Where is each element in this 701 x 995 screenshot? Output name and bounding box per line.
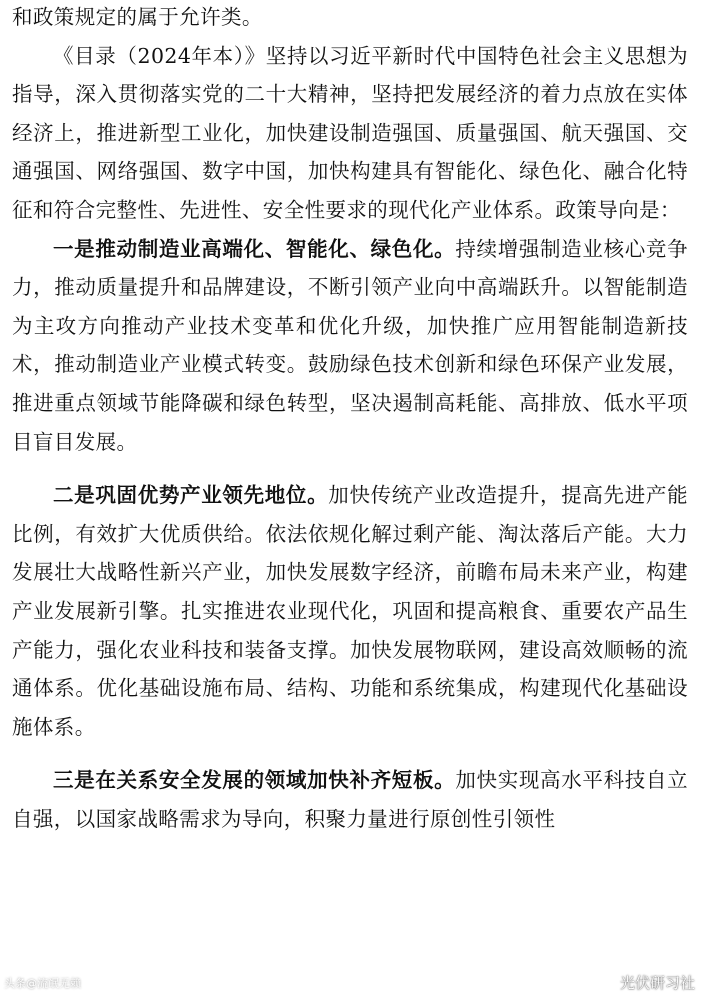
document-body [12, 0, 688, 838]
watermark-right [596, 972, 695, 993]
paragraph-intro [12, 37, 688, 230]
watermark-left [4, 975, 81, 991]
paragraph-continuation [12, 0, 688, 37]
paragraph-lead: 一是推动制造业高端化、智能化、绿色化。 [53, 236, 456, 261]
paragraph-text: 和政策规定的属于允许类。 [12, 5, 263, 29]
paragraph-text: 加快传统产业改造提升，提高先进产能比例，有效扩大优质供给。依法依规化解过剩产能、淘汰落后产能。大力发展壮大战略性新兴产业，加快发展数字经济，前瞻布局未来产业，构建产业发展新引擎。扎实推进农业现代化，巩固和提高粮食、重要农产品生产能力，强化农业科技和装备支撑。加快发展物联网，建设高效顺畅的流通体系。优化基础设施布局、结构、功能和系统集成，构建现代化基础设施体系。 [12, 483, 688, 739]
paragraph-lead: 三是在关系安全发展的领域加快补齐短板。 [53, 768, 456, 793]
paragraph-text: 《目录（2024年本）》坚持以习近平新时代中国特色社会主义思想为指导，深入贯彻落实党的二十大精神，坚持把发展经济的着力点放在实体经济上，推进新型工业化，加快建设制造强国、质量强国、航天强国、交通强国、网络强国、数字中国，加快构建具有智能化、绿色化、融合化特征和符合完整性、先进性、安全性要求的现代化产业体系。政策导向是： [12, 43, 688, 222]
wechat-icon [596, 975, 616, 991]
paragraph-point-two [12, 476, 688, 746]
paragraph-lead: 二是巩固优势产业领先地位。 [53, 483, 329, 508]
paragraph-point-one [12, 230, 688, 462]
watermark-right-text: 光伏研习社 [619, 974, 695, 992]
watermark-left-text: 头条@流氓无赖 [4, 977, 81, 990]
paragraph-point-three [12, 761, 688, 838]
paragraph-text: 持续增强制造业核心竞争力，推动质量提升和品牌建设，不断引领产业向中高端跃升。以智能制造为主攻方向推动产业技术变革和优化升级，加快推广应用智能制造新技术，推动制造业产业模式转变。鼓励绿色技术创新和绿色环保产业发展，推进重点领域节能降碳和绿色转型，坚决遏制高耗能、高排放、低水平项目盲目发展。 [12, 236, 688, 454]
paragraph-text: 加快实现高水平科技自立自强，以国家战略需求为导向，积聚力量进行原创性引领性 [12, 768, 688, 831]
